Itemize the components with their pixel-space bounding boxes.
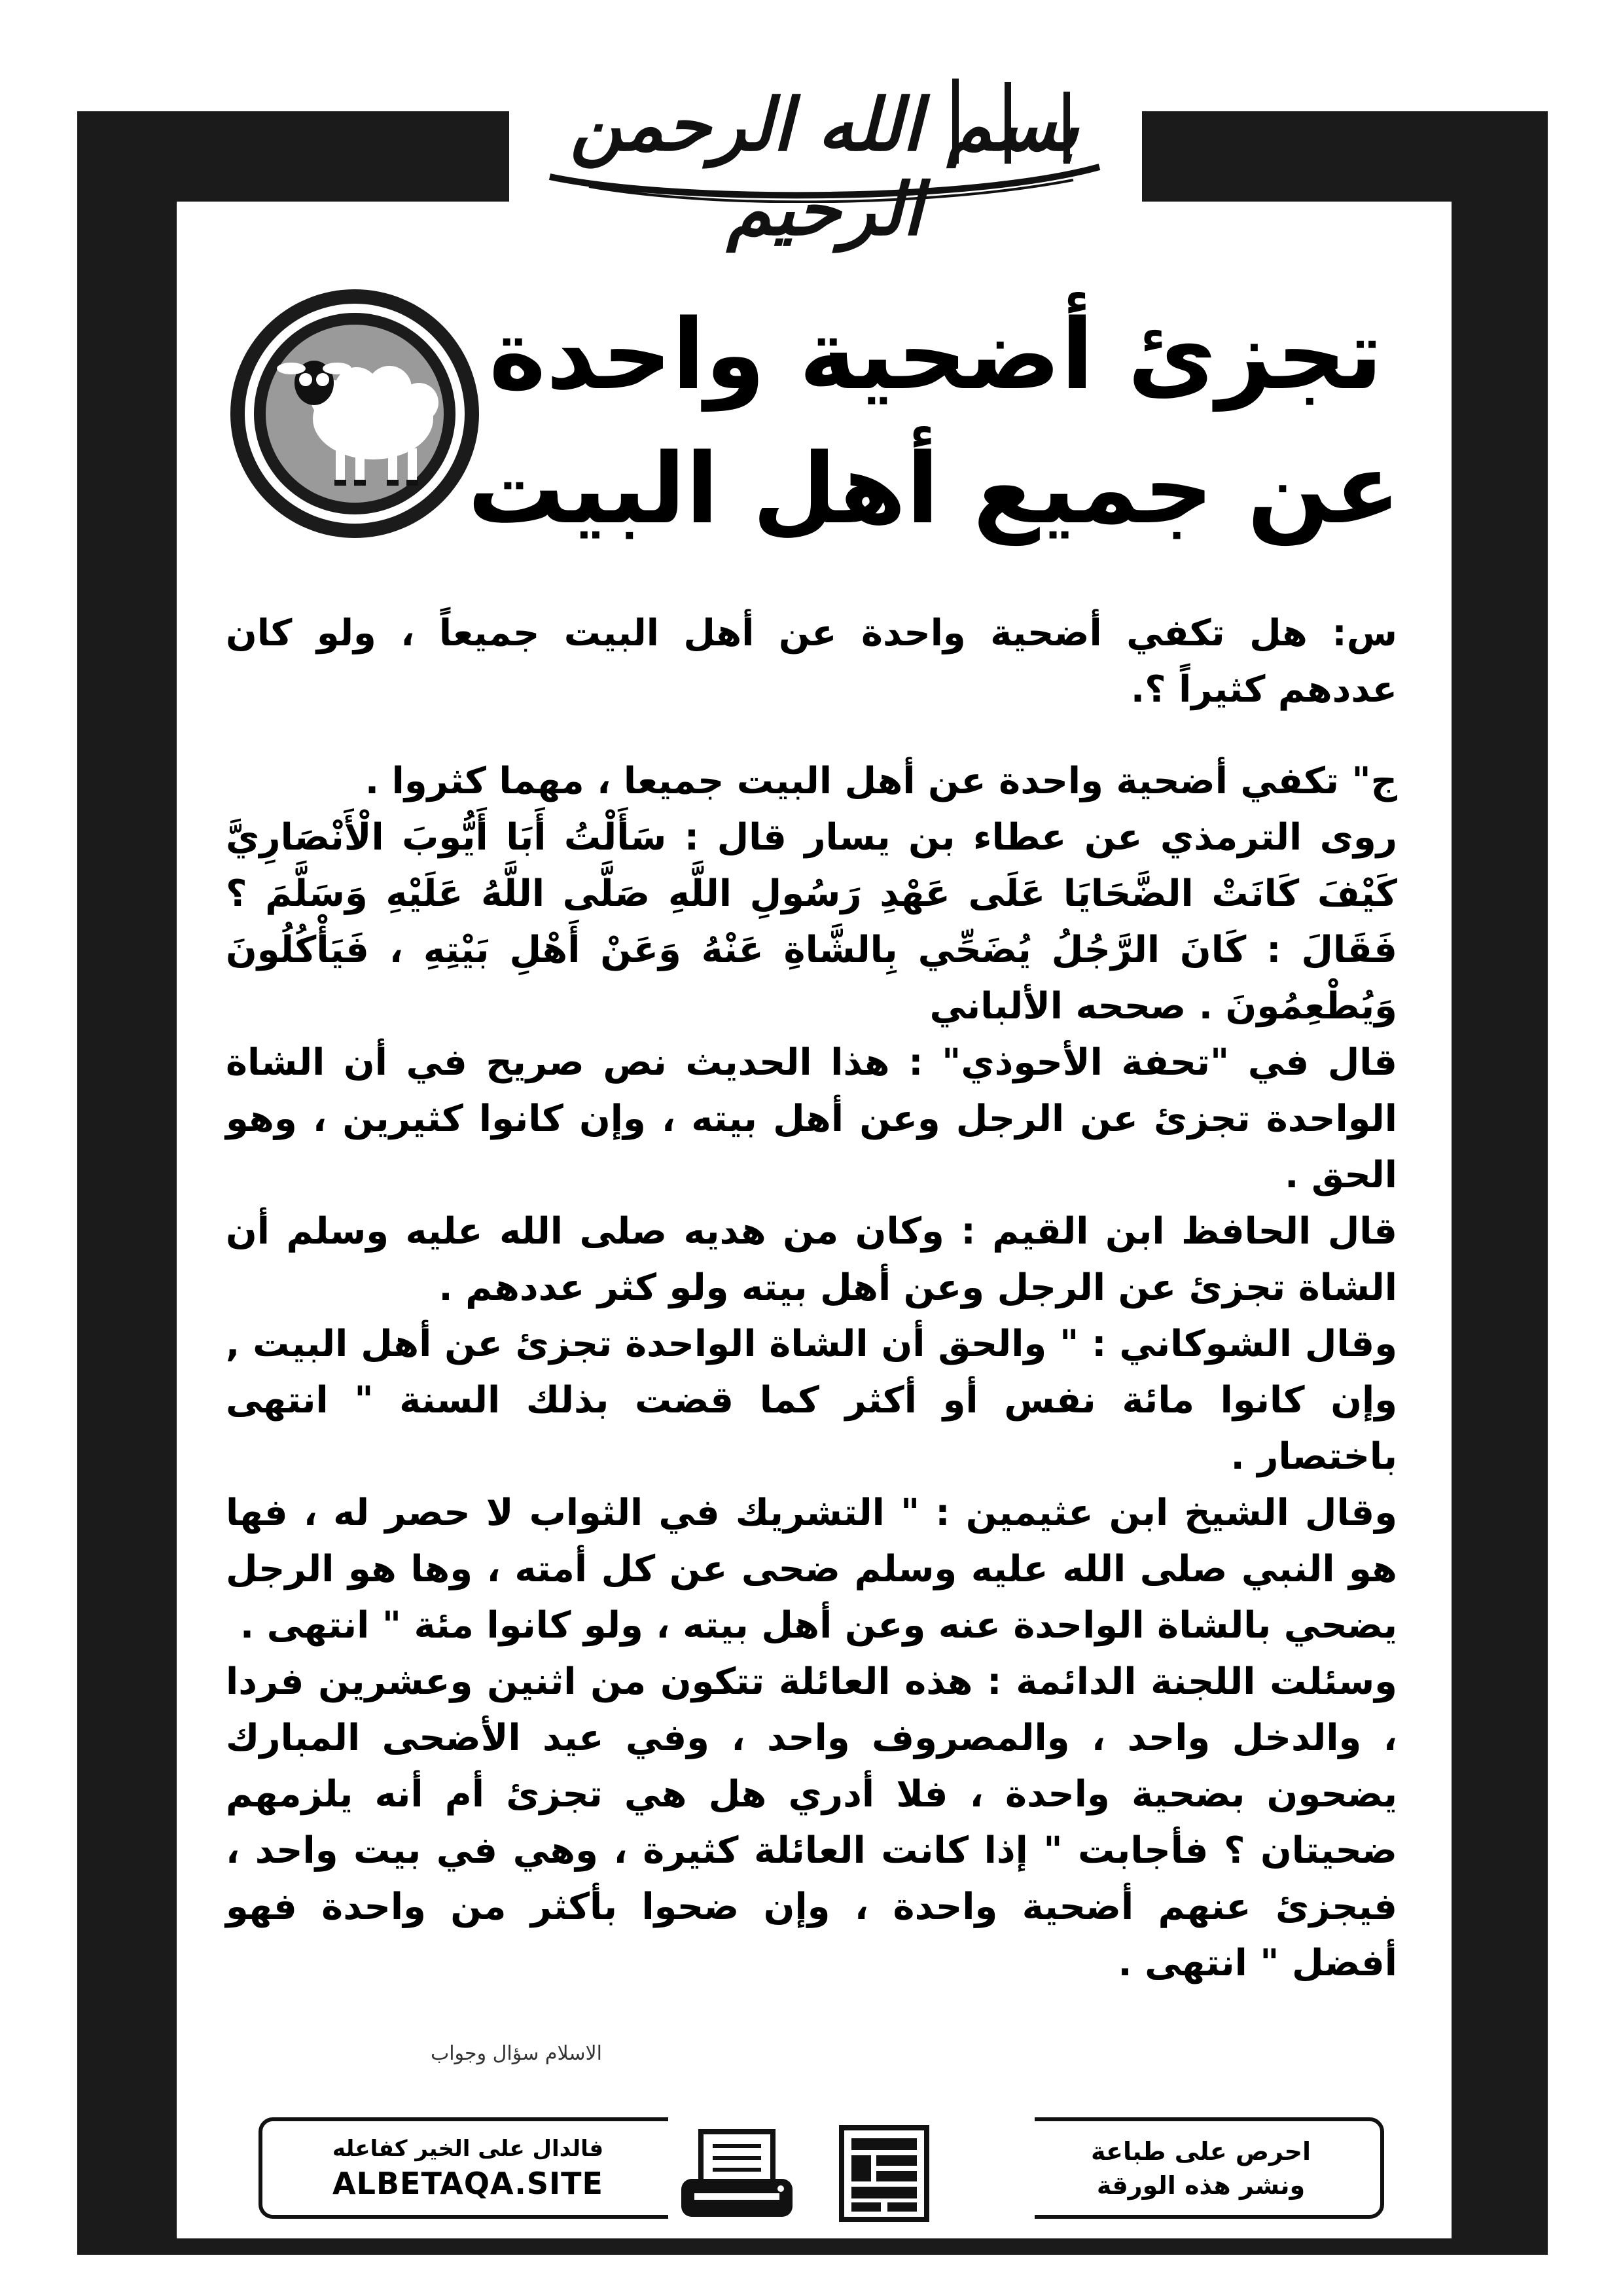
permanent-committee-paragraph: وسئلت اللجنة الدائمة : هذه العائلة تتكون من اثنين وعشرين فردا ، والدخل واحد ، والمصروف واحد ، وفي عيد الأضحى المبارك يضحون بضحية واحدة ، فلا أدري هل هي تجزئ أم أنه يلزمهم ضحيتان ؟ فأجابت " إذا كانت العائلة كثيرة ، وهي في بيت واحد ، فيجزئ عنهم أضحية واحدة ، وإن ضحوا بأكثر من واحدة فهو أفضل " انتهى . bbox=[226, 1660, 1397, 1984]
answer-paragraph: ج" تكفي أضحية واحدة عن أهل البيت جميعا ، مهما كثروا . bbox=[365, 760, 1397, 802]
footer-icons bbox=[668, 2113, 1035, 2228]
source-credit: الاسلام سؤال وجواب bbox=[430, 2042, 602, 2065]
footer-print-line-1: احرص على طباعة bbox=[1090, 2136, 1311, 2166]
frame-right bbox=[1452, 111, 1548, 2255]
ibn-uthaymeen-paragraph: وقال الشيخ ابن عثيمين : " التشريك في الثواب لا حصر له ، فها هو النبي صلى الله عليه وسلم ضحى عن كل أمته ، وها هو الرجل يضحي بالشاة الواحدة عنه وعن أهل بيته ، ولو كانوا مئة " انتهى . bbox=[226, 1492, 1397, 1647]
page-title bbox=[467, 288, 1400, 556]
question-paragraph: س: هل تكفي أضحية واحدة عن أهل البيت جميعاً ، ولو كان عددهم كثيراً ؟. bbox=[226, 612, 1397, 711]
article-body bbox=[226, 605, 1397, 1992]
sheep-badge bbox=[226, 285, 484, 543]
title-line-2: عن جميع أهل البيت bbox=[467, 433, 1400, 545]
basmala-text: بسم الله الرحمن الرحيم bbox=[569, 82, 1080, 251]
shawkani-paragraph: وقال الشوكاني : " والحق أن الشاة الواحدة تجزئ عن أهل البيت , وإن كانوا مائة نفس أو أكثر كما قضت بذلك السنة " انتهى باختصار . bbox=[226, 1323, 1397, 1478]
ibn-qayyim-paragraph: قال الحافظ ابن القيم : وكان من هديه صلى الله عليه وسلم أن الشاة تجزئ عن الرجل وعن أهل بيته ولو كثر عددهم . bbox=[226, 1210, 1397, 1309]
footer-site-link[interactable]: ALBETAQA.SITE bbox=[332, 2165, 603, 2201]
frame-bottom bbox=[77, 2238, 1548, 2255]
footer-bar bbox=[259, 2117, 1384, 2219]
footer-print-line-2: ونشر هذه الورقة bbox=[1096, 2170, 1306, 2200]
tuhfat-paragraph: قال في "تحفة الأحوذي" : هذا الحديث نص صريح في أن الشاة الواحدة تجزئ عن الرجل وعن أهل بيته ، وإن كانوا كثيرين ، وهو الحق . bbox=[226, 1041, 1397, 1196]
dawah-paper-logo-icon bbox=[842, 2128, 927, 2219]
frame-left bbox=[77, 111, 177, 2255]
footer-slogan: فالدال على الخير كفاعله bbox=[332, 2135, 604, 2162]
tirmidhi-hadith-paragraph: روى الترمذي عن عطاء بن يسار قال : سَأَلْتُ أَبَا أَيُّوبَ الْأَنْصَارِيَّ كَيْفَ كَانَتْ الضَّحَايَا عَلَى عَهْدِ رَسُولِ اللَّهِ صَلَّى اللَّهُ عَلَيْهِ وَسَلَّمَ ؟ فَقَالَ : كَانَ الرَّجُلُ يُضَحِّي بِالشَّاةِ عَنْهُ وَعَنْ أَهْلِ بَيْتِهِ ، فَيَأْكُلُونَ وَيُطْعِمُونَ . صححه الألباني bbox=[226, 816, 1397, 1028]
basmala-calligraphy bbox=[510, 52, 1139, 251]
footer-website bbox=[272, 2121, 664, 2215]
footer-print-reminder bbox=[1031, 2121, 1371, 2215]
title-line-1: تجزئ أضحية واحدة bbox=[489, 298, 1383, 411]
